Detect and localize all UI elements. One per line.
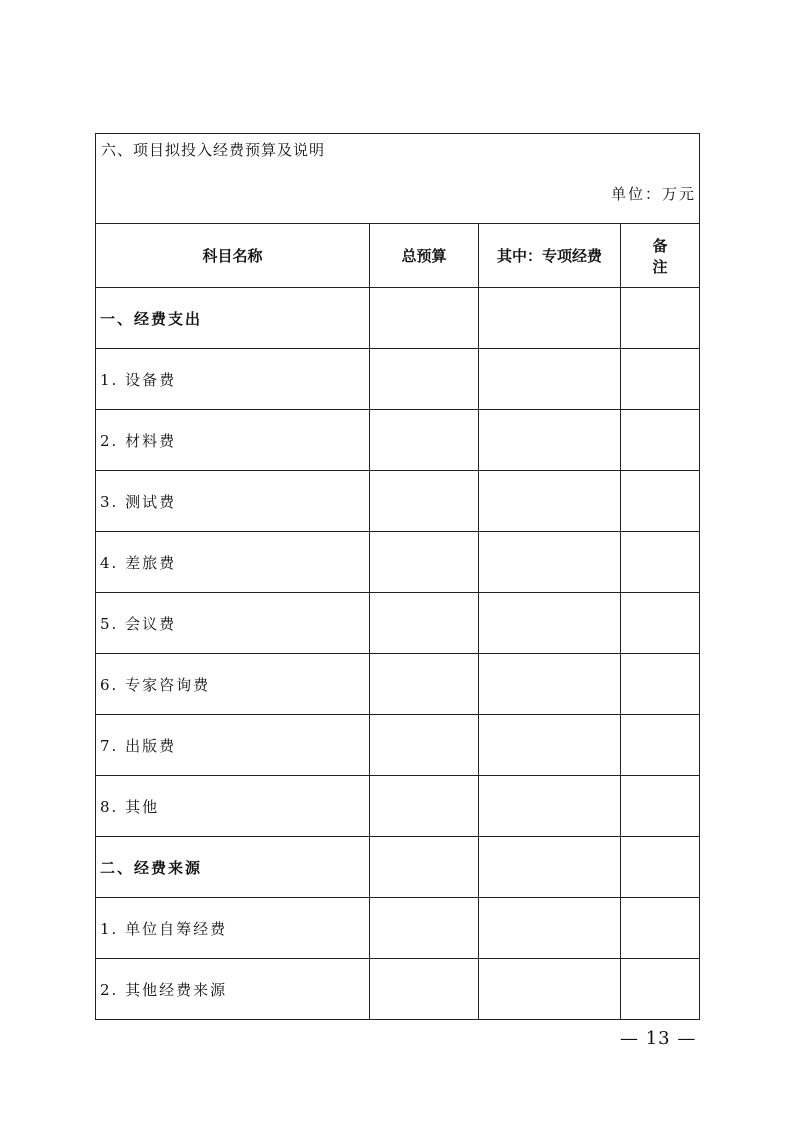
table-row xyxy=(96,410,700,471)
special-funds-cell[interactable] xyxy=(479,349,621,410)
table-row xyxy=(96,715,700,776)
header-total-budget: 总预算 xyxy=(370,224,479,288)
remarks-cell[interactable] xyxy=(621,959,700,1020)
total-budget-cell[interactable] xyxy=(370,654,479,715)
special-funds-cell[interactable] xyxy=(479,898,621,959)
total-budget-cell[interactable] xyxy=(370,959,479,1020)
total-budget-cell[interactable] xyxy=(370,715,479,776)
special-funds-cell[interactable] xyxy=(479,593,621,654)
remarks-cell[interactable] xyxy=(621,715,700,776)
table-body xyxy=(96,134,700,1020)
section-header-row xyxy=(96,134,700,224)
total-budget-cell[interactable] xyxy=(370,349,479,410)
row-label: 6. 专家咨询费 xyxy=(96,654,370,715)
total-budget-cell[interactable] xyxy=(370,288,479,349)
remarks-cell[interactable] xyxy=(621,471,700,532)
page-number: — 13 — xyxy=(620,1028,697,1049)
section-title: 六、项目拟投入经费预算及说明 xyxy=(101,141,326,159)
header-remarks: 备 注 xyxy=(621,224,700,288)
budget-table xyxy=(95,133,700,1020)
row-label: 一、经费支出 xyxy=(96,288,370,349)
row-label: 1. 单位自筹经费 xyxy=(96,898,370,959)
row-label: 1. 设备费 xyxy=(96,349,370,410)
row-label: 4. 差旅费 xyxy=(96,532,370,593)
table-row xyxy=(96,776,700,837)
special-funds-cell[interactable] xyxy=(479,471,621,532)
special-funds-cell[interactable] xyxy=(479,837,621,898)
special-funds-cell[interactable] xyxy=(479,532,621,593)
header-subject-name: 科目名称 xyxy=(96,224,370,288)
total-budget-cell[interactable] xyxy=(370,593,479,654)
special-funds-cell[interactable] xyxy=(479,959,621,1020)
table-row xyxy=(96,288,700,349)
remarks-cell[interactable] xyxy=(621,654,700,715)
table-row xyxy=(96,837,700,898)
table-row xyxy=(96,593,700,654)
remarks-cell[interactable] xyxy=(621,837,700,898)
row-label: 3. 测试费 xyxy=(96,471,370,532)
row-label: 二、经费来源 xyxy=(96,837,370,898)
total-budget-cell[interactable] xyxy=(370,471,479,532)
special-funds-cell[interactable] xyxy=(479,776,621,837)
remarks-cell[interactable] xyxy=(621,532,700,593)
special-funds-cell[interactable] xyxy=(479,715,621,776)
total-budget-cell[interactable] xyxy=(370,898,479,959)
remarks-cell[interactable] xyxy=(621,593,700,654)
total-budget-cell[interactable] xyxy=(370,776,479,837)
remarks-cell[interactable] xyxy=(621,898,700,959)
special-funds-cell[interactable] xyxy=(479,288,621,349)
row-label: 5. 会议费 xyxy=(96,593,370,654)
table-row xyxy=(96,959,700,1020)
table-row xyxy=(96,654,700,715)
special-funds-cell[interactable] xyxy=(479,654,621,715)
table-row xyxy=(96,898,700,959)
remarks-cell[interactable] xyxy=(621,349,700,410)
row-label: 7. 出版费 xyxy=(96,715,370,776)
header-special-funds: 其中：专项经费 xyxy=(479,224,621,288)
row-label: 2. 其他经费来源 xyxy=(96,959,370,1020)
row-label: 2. 材料费 xyxy=(96,410,370,471)
remarks-cell[interactable] xyxy=(621,288,700,349)
special-funds-cell[interactable] xyxy=(479,410,621,471)
row-label: 8. 其他 xyxy=(96,776,370,837)
column-header-row xyxy=(96,224,700,288)
total-budget-cell[interactable] xyxy=(370,837,479,898)
unit-label: 单位：万元 xyxy=(610,185,696,203)
table-row xyxy=(96,532,700,593)
remarks-cell[interactable] xyxy=(621,410,700,471)
total-budget-cell[interactable] xyxy=(370,532,479,593)
table-row xyxy=(96,349,700,410)
table-row xyxy=(96,471,700,532)
section-header-cell xyxy=(96,134,700,224)
remarks-cell[interactable] xyxy=(621,776,700,837)
total-budget-cell[interactable] xyxy=(370,410,479,471)
